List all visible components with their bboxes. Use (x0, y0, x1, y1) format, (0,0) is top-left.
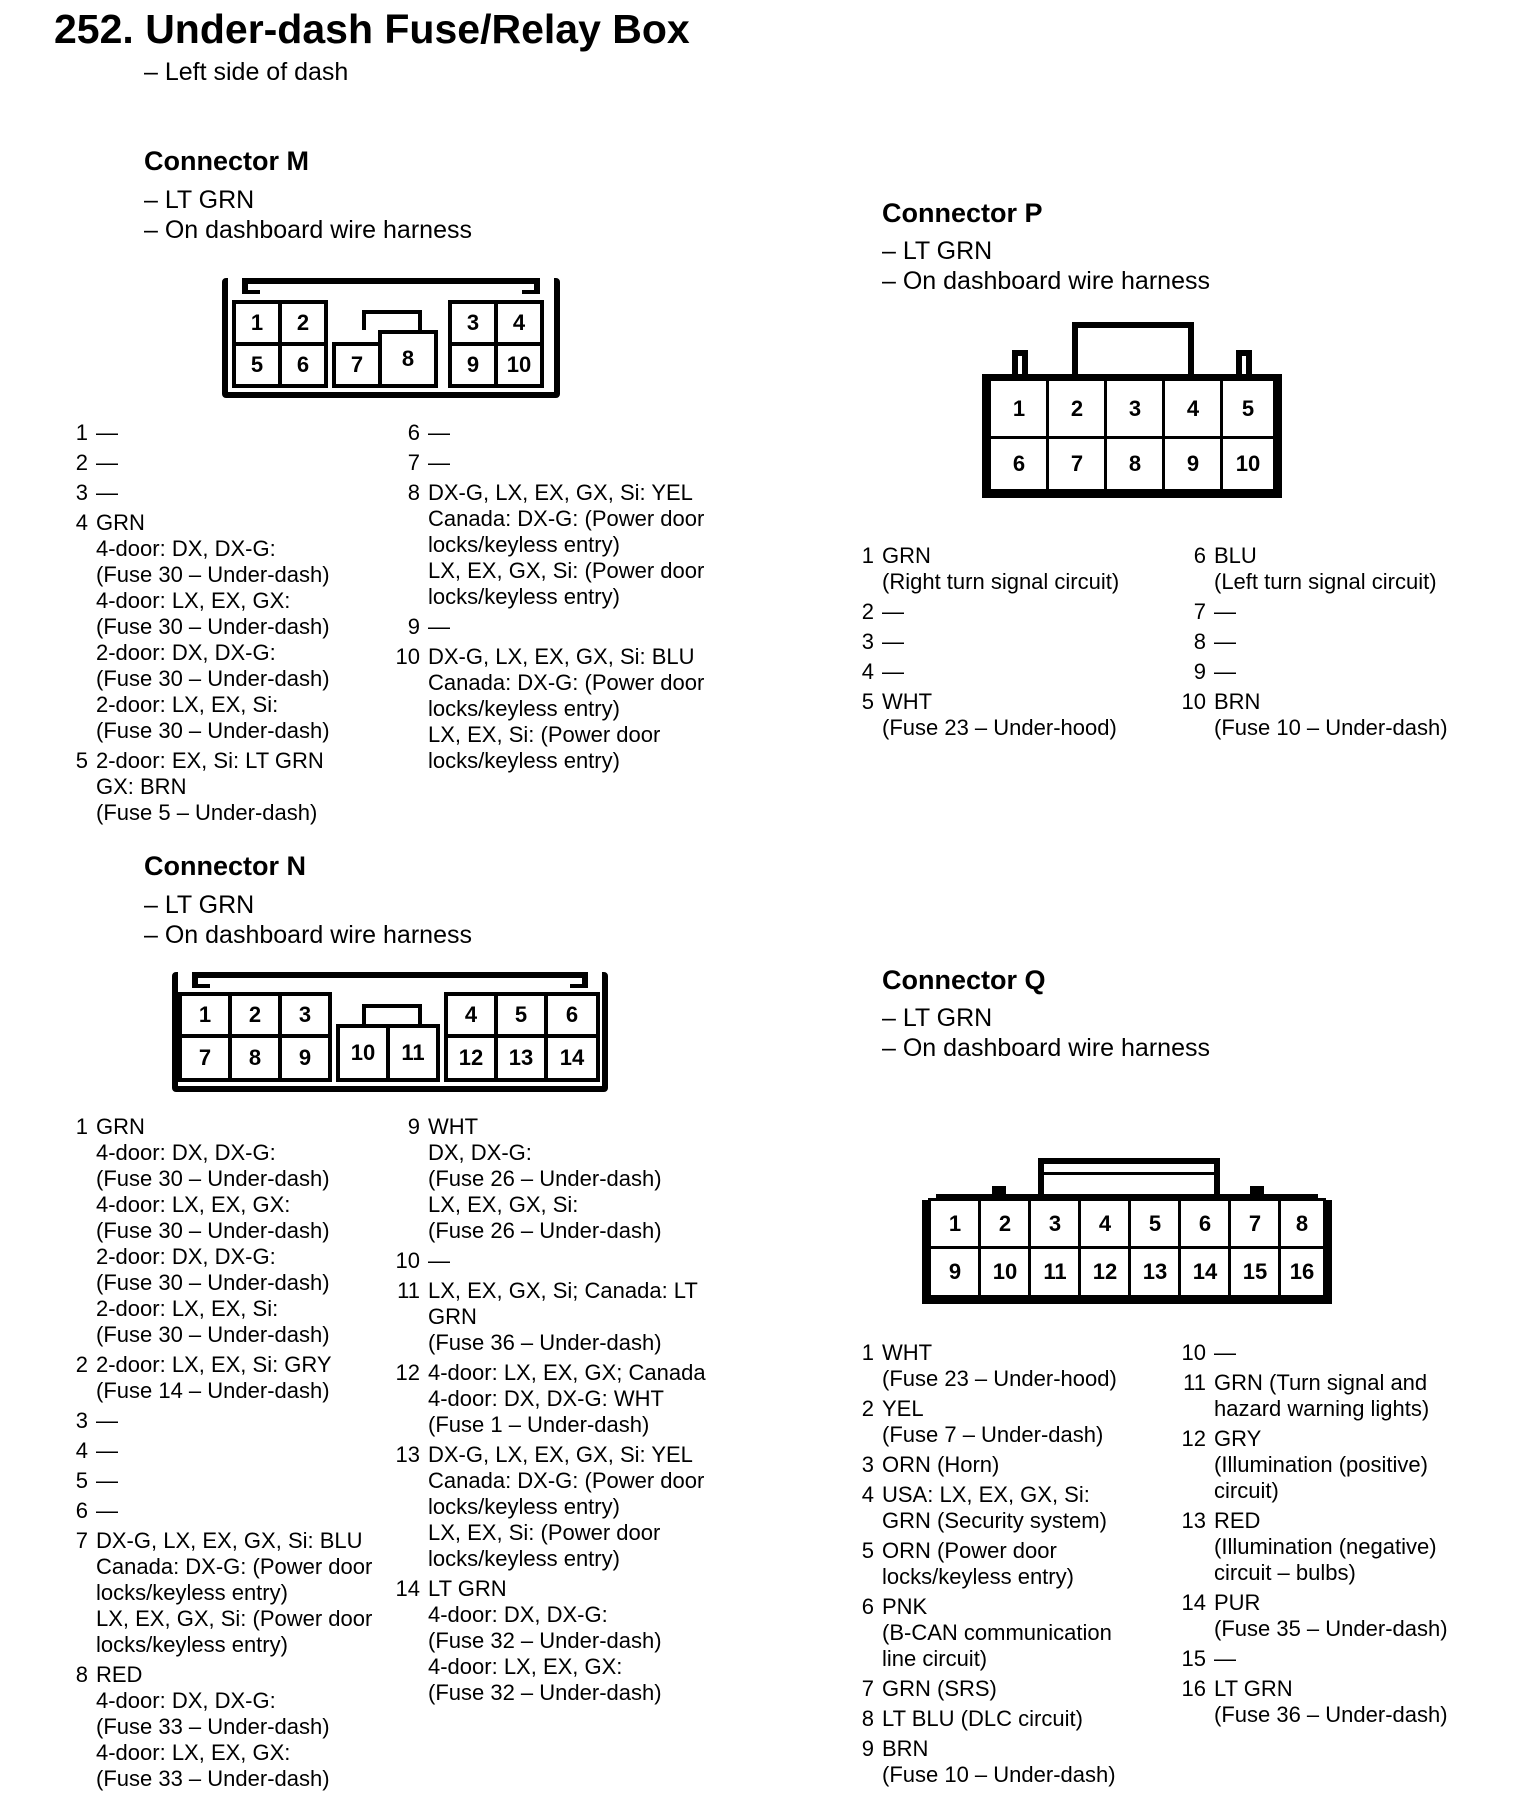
connector-q-cavity: 12 (1078, 1246, 1132, 1298)
connector-p-cavity: 10 (1220, 436, 1276, 492)
connector-p-cavity: 7 (1046, 436, 1108, 492)
connector-m-pins-left (75, 420, 330, 826)
connector-n-cavity: 4 (444, 992, 498, 1038)
pin-entry: 12 GRY (Illumination (positive) circuit) (1181, 1426, 1428, 1503)
pin-entry: 11 LX, EX, GX, Si; Canada: LT GRN (Fuse 36 – Under-dash) (397, 1278, 698, 1355)
connector-m-cavity: 10 (494, 342, 544, 388)
connector-q-cavity: 9 (928, 1246, 982, 1298)
connector-n-cavity: 5 (494, 992, 548, 1038)
pin-entry: 6 BLU (Left turn signal circuit) (1193, 543, 1437, 594)
connector-q-pins-right (1181, 1340, 1448, 1728)
pin-entry: 1 GRN (Right turn signal circuit) (861, 543, 1120, 594)
pin-entry: 9 WHT DX, DX-G: (Fuse 26 – Under-dash) LX, EX, GX, Si: (Fuse 26 – Under-dash) (407, 1114, 662, 1243)
connector-m-color: – LT GRN (144, 186, 255, 214)
pin-entry: 5 2-door: EX, Si: LT GRN GX: BRN (Fuse 5 – Under-dash) (75, 748, 324, 825)
pin-entry: 6 — (75, 1498, 118, 1523)
pin-entry: 7 — (407, 450, 450, 475)
connector-m-cavity: 1 (232, 300, 282, 346)
connector-p-cavity: 5 (1220, 378, 1276, 440)
pin-entry: 10 — (395, 1248, 450, 1273)
pin-entry: 8 RED 4-door: DX, DX-G: (Fuse 33 – Under-dash) 4-door: LX, EX, GX: (Fuse 33 – Under-dash) (75, 1662, 330, 1791)
pin-entry: 13 RED (Illumination (negative) circuit – bulbs) (1181, 1508, 1437, 1585)
pin-entry: 3 ORN (Horn) (861, 1452, 1000, 1477)
pin-entry: 6 PNK (B-CAN communication line circuit) (861, 1594, 1112, 1671)
pin-entry: 12 4-door: LX, EX, GX; Canada 4-door: DX, DX-G: WHT (Fuse 1 – Under-dash) (395, 1360, 706, 1437)
pin-entry: 13 DX-G, LX, EX, GX, Si: YEL Canada: DX-G: (Power door locks/keyless entry) LX, EX, Si: (Power door locks/keyless entry) (395, 1442, 705, 1571)
page-title: 252. Under-dash Fuse/Relay Box (54, 6, 690, 52)
connector-m-cavity: 6 (278, 342, 328, 388)
connector-p-cavity: 2 (1046, 378, 1108, 440)
connector-p-info (882, 236, 1210, 296)
connector-q-info (882, 1003, 1210, 1063)
connector-n-info (144, 890, 472, 950)
pin-entry: 10 BRN (Fuse 10 – Under-dash) (1181, 689, 1448, 740)
connector-p-pins-left (861, 543, 1120, 741)
connector-q-cavity: 7 (1228, 1198, 1282, 1250)
pin-entry: 2 2-door: LX, EX, Si: GRY (Fuse 14 – Under-dash) (75, 1352, 332, 1403)
pin-entry: 3 — (75, 1408, 118, 1433)
connector-n-location: – On dashboard wire harness (144, 921, 472, 949)
connector-p-cavity: 6 (988, 436, 1050, 492)
pin-entry: 16 LT GRN (Fuse 36 – Under-dash) (1181, 1676, 1448, 1727)
pin-entry: 8 DX-G, LX, EX, GX, Si: YEL Canada: DX-G: (Power door locks/keyless entry) LX, EX, GX, Si: (Power door locks/keyless entry) (407, 480, 705, 609)
connector-m-cavity: 7 (332, 342, 382, 388)
connector-q-color: – LT GRN (882, 1004, 993, 1032)
connector-m-cavity: 8 (378, 330, 438, 388)
connector-m-location: – On dashboard wire harness (144, 216, 472, 244)
connector-q-cavity: 8 (1278, 1198, 1326, 1250)
pin-entry: 8 — (1193, 629, 1236, 654)
pin-entry: 9 — (407, 614, 450, 639)
connector-q-cavity: 2 (978, 1198, 1032, 1250)
connector-q-cavity: 3 (1028, 1198, 1082, 1250)
pin-entry: 10 — (1181, 1340, 1236, 1365)
connector-q-cavity: 14 (1178, 1246, 1232, 1298)
connector-q-cavity: 11 (1028, 1246, 1082, 1298)
pin-entry: 14 LT GRN 4-door: DX, DX-G: (Fuse 32 – Under-dash) 4-door: LX, EX, GX: (Fuse 32 – Under-dash) (395, 1576, 662, 1705)
connector-p-cavity: 9 (1162, 436, 1224, 492)
pin-entry: 4 — (861, 659, 904, 684)
pin-entry: 7 DX-G, LX, EX, GX, Si: BLU Canada: DX-G: (Power door locks/keyless entry) LX, EX, GX, Si: (Power door locks/keyless entry) (75, 1528, 373, 1657)
page-subtitle: – Left side of dash (144, 58, 349, 86)
pin-entry: 2 YEL (Fuse 7 – Under-dash) (861, 1396, 1104, 1447)
pin-entry: 1 WHT (Fuse 23 – Under-hood) (861, 1340, 1117, 1391)
pin-entry: 15 — (1181, 1646, 1236, 1671)
connector-q-cavity: 10 (978, 1246, 1032, 1298)
connector-n-pins-right (395, 1114, 706, 1706)
connector-n-diagram (172, 972, 608, 1092)
connector-n-cavity: 10 (336, 1024, 390, 1082)
connector-n-title: Connector N (144, 851, 306, 881)
pin-entry: 4 USA: LX, EX, GX, Si: GRN (Security system) (861, 1482, 1107, 1533)
connector-m-title: Connector M (144, 146, 309, 176)
connector-n-cavity: 7 (178, 1034, 232, 1082)
pin-entry: 7 GRN (SRS) (861, 1676, 997, 1701)
pin-entry: 4 — (75, 1438, 118, 1463)
connector-m-cavity: 4 (494, 300, 544, 346)
pin-entry: 4 GRN 4-door: DX, DX-G: (Fuse 30 – Under-dash) 4-door: LX, EX, GX: (Fuse 30 – Under-dash) 2-door: DX, DX-G: (Fuse 30 – Under-dash) 2-door: LX, EX, Si: (Fuse 30 – Under-dash) (75, 510, 330, 743)
connector-n-cavity: 14 (544, 1034, 600, 1082)
connector-n-cavity: 12 (444, 1034, 498, 1082)
pin-entry: 9 — (1193, 659, 1236, 684)
connector-p-diagram (982, 322, 1282, 498)
pin-entry: 10 DX-G, LX, EX, GX, Si: BLU Canada: DX-G: (Power door locks/keyless entry) LX, EX, Si: (Power door locks/keyless entry) (395, 644, 705, 773)
connector-n-cavity: 9 (278, 1034, 332, 1082)
connector-p-cavity: 4 (1162, 378, 1224, 440)
connector-n-cavity: 3 (278, 992, 332, 1038)
connector-m-pins-right (395, 420, 705, 774)
connector-q-pins-left (861, 1340, 1117, 1788)
connector-p-cavity: 1 (988, 378, 1050, 440)
connector-q-cells (922, 1158, 1332, 1304)
pin-entry: 8 LT BLU (DLC circuit) (861, 1706, 1083, 1731)
connector-q-cavity: 15 (1228, 1246, 1282, 1298)
connector-q-cavity: 6 (1178, 1198, 1232, 1250)
pin-entry: 2 — (75, 450, 118, 475)
connector-p-pins-right (1181, 543, 1448, 741)
connector-m-info (144, 185, 472, 245)
connector-q-cavity: 16 (1278, 1246, 1326, 1298)
connector-q-cavity: 13 (1128, 1246, 1182, 1298)
connector-p-color: – LT GRN (882, 237, 993, 265)
connector-q-location: – On dashboard wire harness (882, 1034, 1210, 1062)
connector-p-cavity: 8 (1104, 436, 1166, 492)
connector-m-cavity: 2 (278, 300, 328, 346)
connector-m-cavity: 5 (232, 342, 282, 388)
pin-entry: 9 BRN (Fuse 10 – Under-dash) (861, 1736, 1116, 1787)
pin-entry: 5 WHT (Fuse 23 – Under-hood) (861, 689, 1117, 740)
pin-entry: 3 — (75, 480, 118, 505)
pin-entry: 3 — (861, 629, 904, 654)
pin-entry: 5 ORN (Power door locks/keyless entry) (861, 1538, 1074, 1589)
pin-entry: 14 PUR (Fuse 35 – Under-dash) (1181, 1590, 1448, 1641)
pin-entry: 1 — (75, 420, 118, 445)
connector-n-cavity: 2 (228, 992, 282, 1038)
pin-entry: 6 — (407, 420, 450, 445)
connector-p-cavity: 3 (1104, 378, 1166, 440)
pin-entry: 7 — (1193, 599, 1236, 624)
connector-p-location: – On dashboard wire harness (882, 267, 1210, 295)
connector-n-color: – LT GRN (144, 891, 255, 919)
connector-q-title: Connector Q (882, 965, 1046, 995)
connector-m-cavity: 9 (448, 342, 498, 388)
pin-entry: 1 GRN 4-door: DX, DX-G: (Fuse 30 – Under-dash) 4-door: LX, EX, GX: (Fuse 30 – Under-dash) 2-door: DX, DX-G: (Fuse 30 – Under-dash) 2-door: LX, EX, Si: (Fuse 30 – Under-dash) (75, 1114, 330, 1347)
pin-entry: 5 — (75, 1468, 118, 1493)
connector-n-cavity: 13 (494, 1034, 548, 1082)
connector-n-cavity: 8 (228, 1034, 282, 1082)
connector-q-cavity: 5 (1128, 1198, 1182, 1250)
pin-entry: 2 — (861, 599, 904, 624)
connector-n-cavity: 11 (386, 1024, 440, 1082)
connector-q-cavity: 4 (1078, 1198, 1132, 1250)
connector-n-cavity: 6 (544, 992, 600, 1038)
connector-p-title: Connector P (882, 198, 1043, 228)
connector-q-cavity: 1 (928, 1198, 982, 1250)
connector-m-diagram (222, 278, 560, 398)
connector-m-cavity: 3 (448, 300, 498, 346)
connector-n-pins-left (75, 1114, 373, 1792)
pin-entry: 11 GRN (Turn signal and hazard warning lights) (1183, 1370, 1430, 1421)
connector-n-cavity: 1 (178, 992, 232, 1038)
